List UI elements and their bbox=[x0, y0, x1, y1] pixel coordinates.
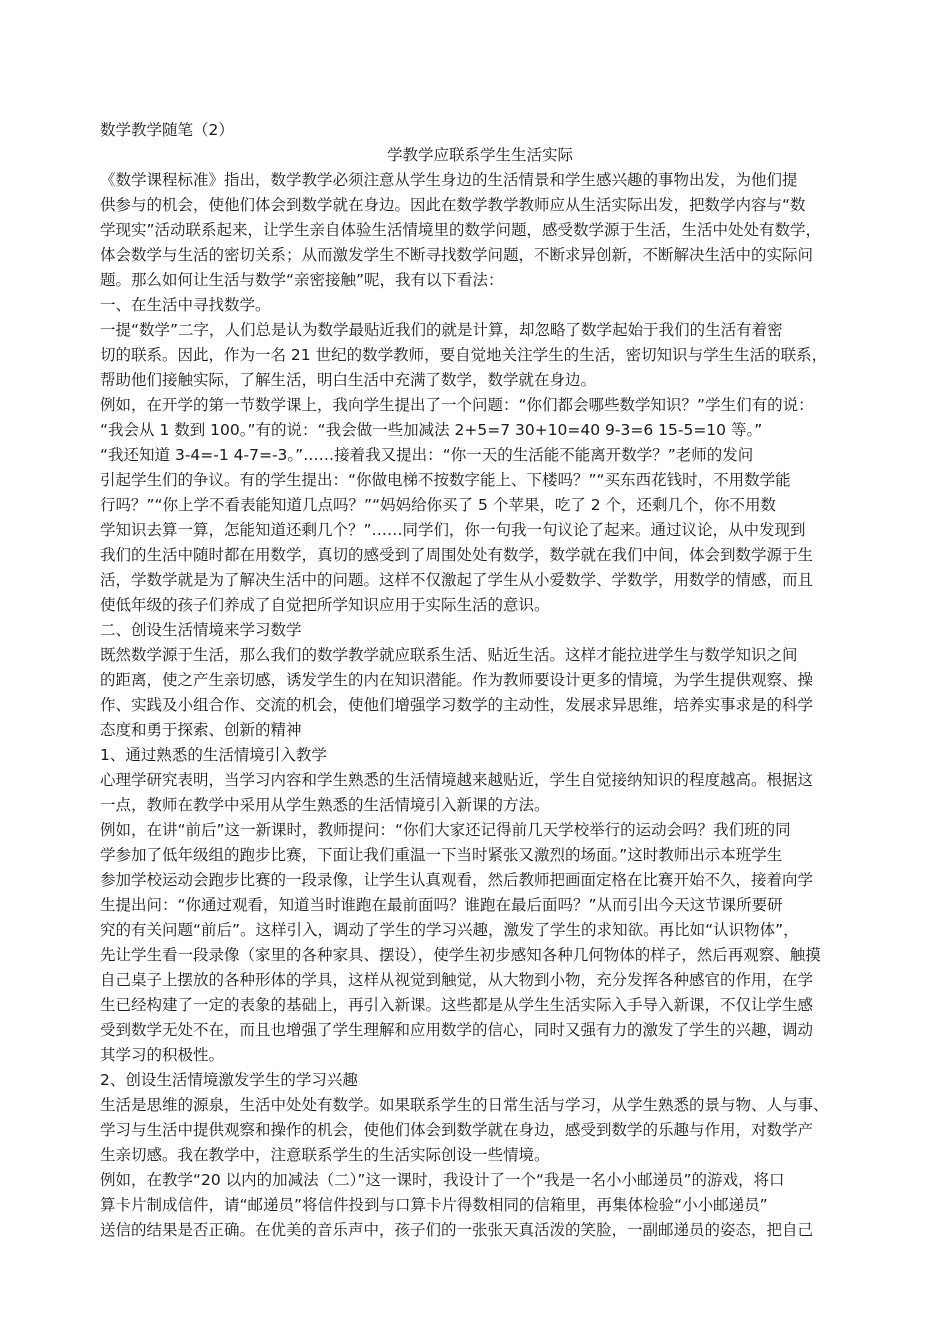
body-line: 《数学课程标准》指出，数学教学必须注意从学生身边的生活情景和学生感兴趣的事物出发，为他们提 bbox=[100, 171, 798, 189]
section-heading: 二、创设生活情境来学习数学 bbox=[100, 621, 302, 639]
body-line: 我们的生活中随时都在用数学，真切的感受到了周围处处有数学，数学就在我们中间，体会到数学源于生 bbox=[100, 546, 814, 564]
body-line: 既然数学源于生活，那么我们的数学教学就应联系生活、贴近生活。这样才能拉进学生与数学知识之间 bbox=[100, 646, 798, 664]
document-body bbox=[100, 168, 860, 1243]
body-line: 的距离，使之产生亲切感，诱发学生的内在知识潜能。作为教师要设计更多的情境，为学生提供观察、操 bbox=[100, 671, 814, 689]
body-line: 学知识去算一算，怎能知道还剩几个？”……同学们，你一句我一句议论了起来。通过议论，从中发现到 bbox=[100, 521, 806, 539]
document-page bbox=[100, 118, 860, 1243]
body-line: 一提“数学”二字，人们总是认为数学最贴近我们的就是计算，却忽略了数学起始于我们的生活有着密 bbox=[100, 321, 783, 339]
body-line: 算卡片制成信件，请“邮递员”将信件投到与口算卡片得数相同的信箱里，再集体检验“小小邮递员” bbox=[100, 1196, 768, 1214]
body-line: “我还知道 3-4=-1 4-7=-3。”……接着我又提出：“你一天的生活能不能离开数学？”老师的发问 bbox=[100, 446, 754, 464]
body-line: 例如，在教学“20 以内的加减法（二）”这一课时，我设计了一个“我是一名小小邮递员”的游戏，将口 bbox=[100, 1171, 785, 1189]
body-line: 帮助他们接触实际，了解生活，明白生活中充满了数学，数学就在身边。 bbox=[100, 371, 597, 389]
body-line: 受到数学无处不在，而且也增强了学生理解和应用数学的信心，同时又强有力的激发了学生的兴趣，调动 bbox=[100, 1021, 814, 1039]
body-line: 心理学研究表明，当学习内容和学生熟悉的生活情境越来越贴近，学生自觉接纳知识的程度越高。根据这 bbox=[100, 771, 814, 789]
body-line: 参加学校运动会跑步比赛的一段录像，让学生认真观看，然后教师把画面定格在比赛开始不久，接着向学 bbox=[100, 871, 814, 889]
document-header: 数学教学随笔（2） bbox=[100, 121, 234, 139]
body-line: 使低年级的孩子们养成了自觉把所学知识应用于实际生活的意识。 bbox=[100, 596, 550, 614]
body-line: 送信的结果是否正确。在优美的音乐声中，孩子们的一张张天真活泼的笑脸，一副邮递员的姿态，把自己 bbox=[100, 1221, 814, 1239]
body-line: 其学习的积极性。 bbox=[100, 1046, 225, 1064]
body-line: 切的联系。因此，作为一名 21 世纪的数学教师，要自觉地关注学生的生活，密切知识与学生生活的联系， bbox=[100, 346, 828, 364]
body-line: 态度和勇于探索、创新的精神 bbox=[100, 721, 302, 739]
body-line: 生已经构建了一定的表象的基础上，再引入新课。这些都是从学生生活实际入手导入新课，不仅让学生感 bbox=[100, 996, 814, 1014]
document-title: 学教学应联系学生生活实际 bbox=[386, 146, 573, 164]
body-line: 生亲切感。我在教学中，注意联系学生的生活实际创设一些情境。 bbox=[100, 1146, 550, 1164]
body-line: 引起学生们的争议。有的学生提出：“你做电梯不按数字能上、下楼吗？”“买东西花钱时，不用数学能 bbox=[100, 471, 791, 489]
body-line: 活，学数学就是为了解决生活中的问题。这样不仅激起了学生从小爱数学、学数学，用数学的情感，而且 bbox=[100, 571, 814, 589]
body-line: 自己桌子上摆放的各种形体的学具，这样从视觉到触觉，从大物到小物，充分发挥各种感官的作用，在学 bbox=[100, 971, 814, 989]
body-line: 生活是思维的源泉，生活中处处有数学。如果联系学生的日常生活与学习，从学生熟悉的景与物、人与事、 bbox=[100, 1096, 829, 1114]
body-line: 究的有关问题“前后”。这样引入，调动了学生的学习兴趣，激发了学生的求知欲。再比如“认识物体”， bbox=[100, 921, 799, 939]
body-line: 例如，在讲“前后”这一新课时，教师提问：“你们大家还记得前几天学校举行的运动会吗？我们班的同 bbox=[100, 821, 791, 839]
section-heading: 一、在生活中寻找数学。 bbox=[100, 296, 271, 314]
body-line: 例如，在开学的第一节数学课上，我向学生提出了一个问题：“你们都会哪些数学知识？”学生们有的说： bbox=[100, 396, 814, 414]
body-line: 一点，教师在教学中采用从学生熟悉的生活情境引入新课的方法。 bbox=[100, 796, 550, 814]
body-line: 先让学生看一段录像（家里的各种家具、摆设），使学生初步感知各种几何物体的样子，然后再观察、触摸 bbox=[100, 946, 821, 964]
body-line: 学现实”活动联系起来，让学生亲自体验生活情境里的数学问题，感受数学源于生活，生活中处处有数学， bbox=[100, 221, 822, 239]
body-line: “我会从 1 数到 100。”有的说：“我会做一些加减法 2+5=7 30+10=40 9-3=6 15-5=10 等。” bbox=[100, 421, 763, 439]
body-line: 学习与生活中提供观察和操作的机会，使他们体会到数学就在身边，感受到数学的乐趣与作用，对数学产 bbox=[100, 1121, 814, 1139]
body-line: 行吗？”“你上学不看表能知道几点吗？”“妈妈给你买了 5 个苹果，吃了 2 个，还剩几个，你不用数 bbox=[100, 496, 777, 514]
subsection-heading: 2、创设生活情境激发学生的学习兴趣 bbox=[100, 1071, 358, 1089]
subsection-heading: 1、通过熟悉的生活情境引入教学 bbox=[100, 746, 327, 764]
body-line: 题。那么如何让生活与数学“亲密接触”呢，我有以下看法： bbox=[100, 271, 504, 289]
body-line: 体会数学与生活的密切关系；从而激发学生不断寻找数学问题，不断求异创新，不断解决生活中的实际问 bbox=[100, 246, 814, 264]
body-line: 生提出问：“你通过观看，知道当时谁跑在最前面吗？谁跑在最后面吗？”从而引出今天这节课所要研 bbox=[100, 896, 783, 914]
body-line: 学参加了低年级组的跑步比赛，下面让我们重温一下当时紧张又激烈的场面。”这时教师出示本班学生 bbox=[100, 846, 783, 864]
body-line: 作、实践及小组合作、交流的机会，使他们增强学习数学的主动性，发展求异思维，培养实事求是的科学 bbox=[100, 696, 814, 714]
body-line: 供参与的机会，使他们体会到数学就在身边。因此在数学教学教师应从生活实际出发，把数学内容与“数 bbox=[100, 196, 806, 214]
